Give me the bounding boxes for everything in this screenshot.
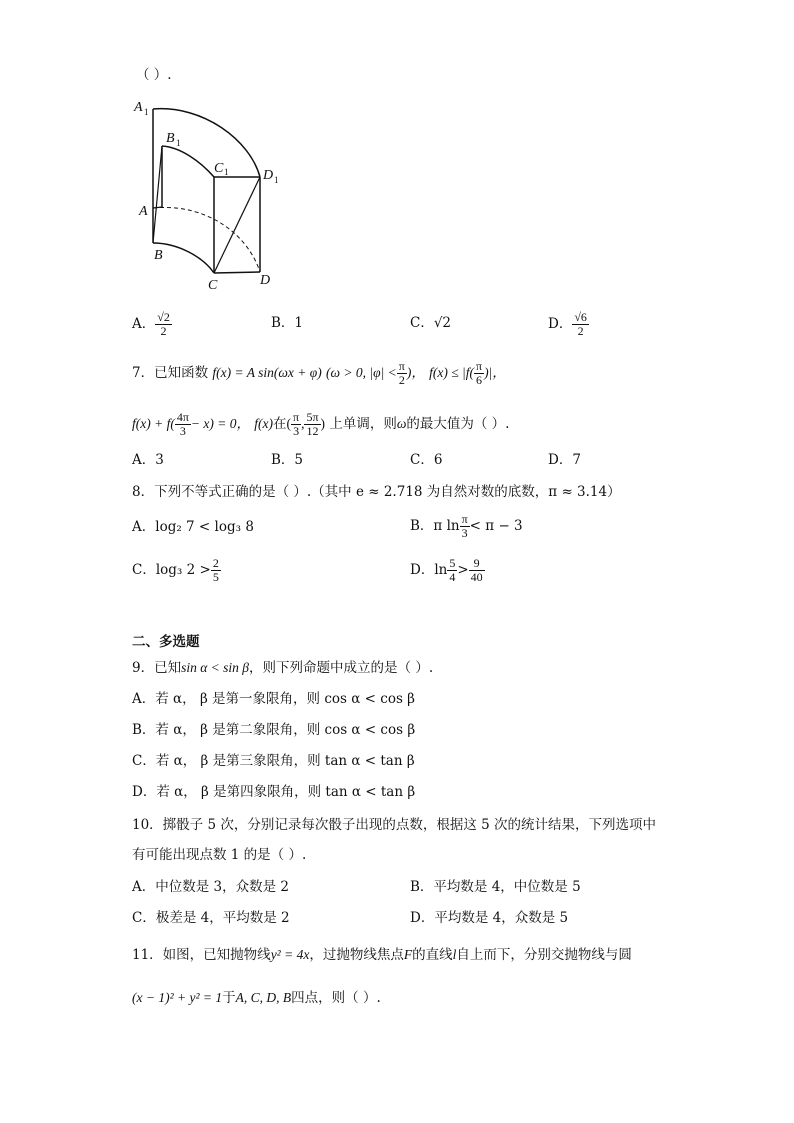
label-b1: B <box>166 131 175 146</box>
q6-option-b: B．1 <box>271 315 304 331</box>
q7-stem-line2: f(x) + f( $\frac{4\pi}{3}$ − x) = 0， f(x)在( $\frac{\pi}{3}$ , $\frac{5\pi}{12}$ ) 上单调，则ω的最大值为（ ）. <box>132 410 510 438</box>
label-d1: D <box>263 168 274 183</box>
q8-option-a: A．log₂ 7 < log₃ 8 <box>132 519 254 535</box>
q10-stem-line1: 10．掷骰子 5 次，分别记录每次骰子出现的点数，根据这 5 次的统计结果，下列选项中 <box>132 817 657 833</box>
q8-option-d: D．ln $\frac{5}{4}$ > $\frac{9}{40}$ <box>410 556 483 584</box>
label-a1-sub: 1 <box>144 107 149 117</box>
arc-b1-c1 <box>162 146 214 177</box>
q6-option-a: A． $\frac{√2}{2}$ <box>132 310 170 338</box>
q8-option-c: C．log₃ 2 > $\frac{2}{5}$ <box>132 556 219 584</box>
q10-stem-line2: 有可能出现点数 1 的是（ ）. <box>132 847 307 863</box>
q10-option-b: B．平均数是 4，中位数是 5 <box>410 879 581 895</box>
q6-figure <box>128 95 298 295</box>
label-a1: A <box>134 100 143 115</box>
q6-option-c: C．√2 <box>410 315 452 331</box>
q7-option-b: B．5 <box>271 452 304 468</box>
label-c1: C <box>214 161 224 176</box>
arc-a-d-dashed <box>153 207 260 272</box>
q6-option-d: D． $\frac{√6}{2}$ <box>548 310 587 338</box>
label-c1-sub: 1 <box>224 167 229 177</box>
label-b1-sub: 1 <box>176 138 181 148</box>
q9-option-c: C．若 α， β 是第三象限角，则 tan α < tan β <box>132 753 415 769</box>
label-d1-sub: 1 <box>274 175 279 185</box>
q11-stem-line1: 11．如图，已知抛物线y² = 4x，过抛物线焦点F的直线l自上而下，分别交抛物线与圆 <box>132 947 632 963</box>
q9-option-a: A．若 α， β 是第一象限角，则 cos α < cos β <box>132 691 415 707</box>
q9-option-d: D．若 α， β 是第四象限角，则 tan α < tan β <box>132 784 416 800</box>
q11-stem-line2: (x − 1)² + y² = 1于A, C, D, B四点，则（ ）. <box>132 990 381 1006</box>
q7-option-d: D．7 <box>548 452 581 468</box>
label-b: B <box>154 248 163 263</box>
q10-option-d: D．平均数是 4，众数是 5 <box>410 910 569 926</box>
q9-option-b: B．若 α， β 是第二象限角，则 cos α < cos β <box>132 722 416 738</box>
section-heading-multi-choice: 二、多选题 <box>132 634 200 650</box>
q10-option-a: A．中位数是 3，众数是 2 <box>132 879 290 895</box>
label-a: A <box>139 204 148 219</box>
q7-stem-line1: 7．已知函数 f(x) = A sin(ωx + φ) (ω > 0, |φ| < $\frac{\pi}{2}$ )， f(x) ≤ |f( $\frac{\pi}{6}$ )|， <box>132 359 506 387</box>
label-c: C <box>208 278 218 293</box>
q6-answer-bracket: （ ）. <box>136 67 172 83</box>
q10-option-c: C．极差是 4，平均数是 2 <box>132 910 290 926</box>
q8-option-b: B．π ln $\frac{\pi}{3}$ < π − 3 <box>410 512 523 540</box>
q7-option-c: C．6 <box>410 452 443 468</box>
q7-option-a: A．3 <box>132 452 164 468</box>
label-d: D <box>260 273 271 288</box>
q9-stem: 9．已知sin α < sin β，则下列命题中成立的是（ ）. <box>132 660 434 676</box>
q8-stem: 8．下列不等式正确的是（ ）.（其中 e ≈ 2.718 为自然对数的底数，π ≈ 3.14） <box>132 484 621 500</box>
